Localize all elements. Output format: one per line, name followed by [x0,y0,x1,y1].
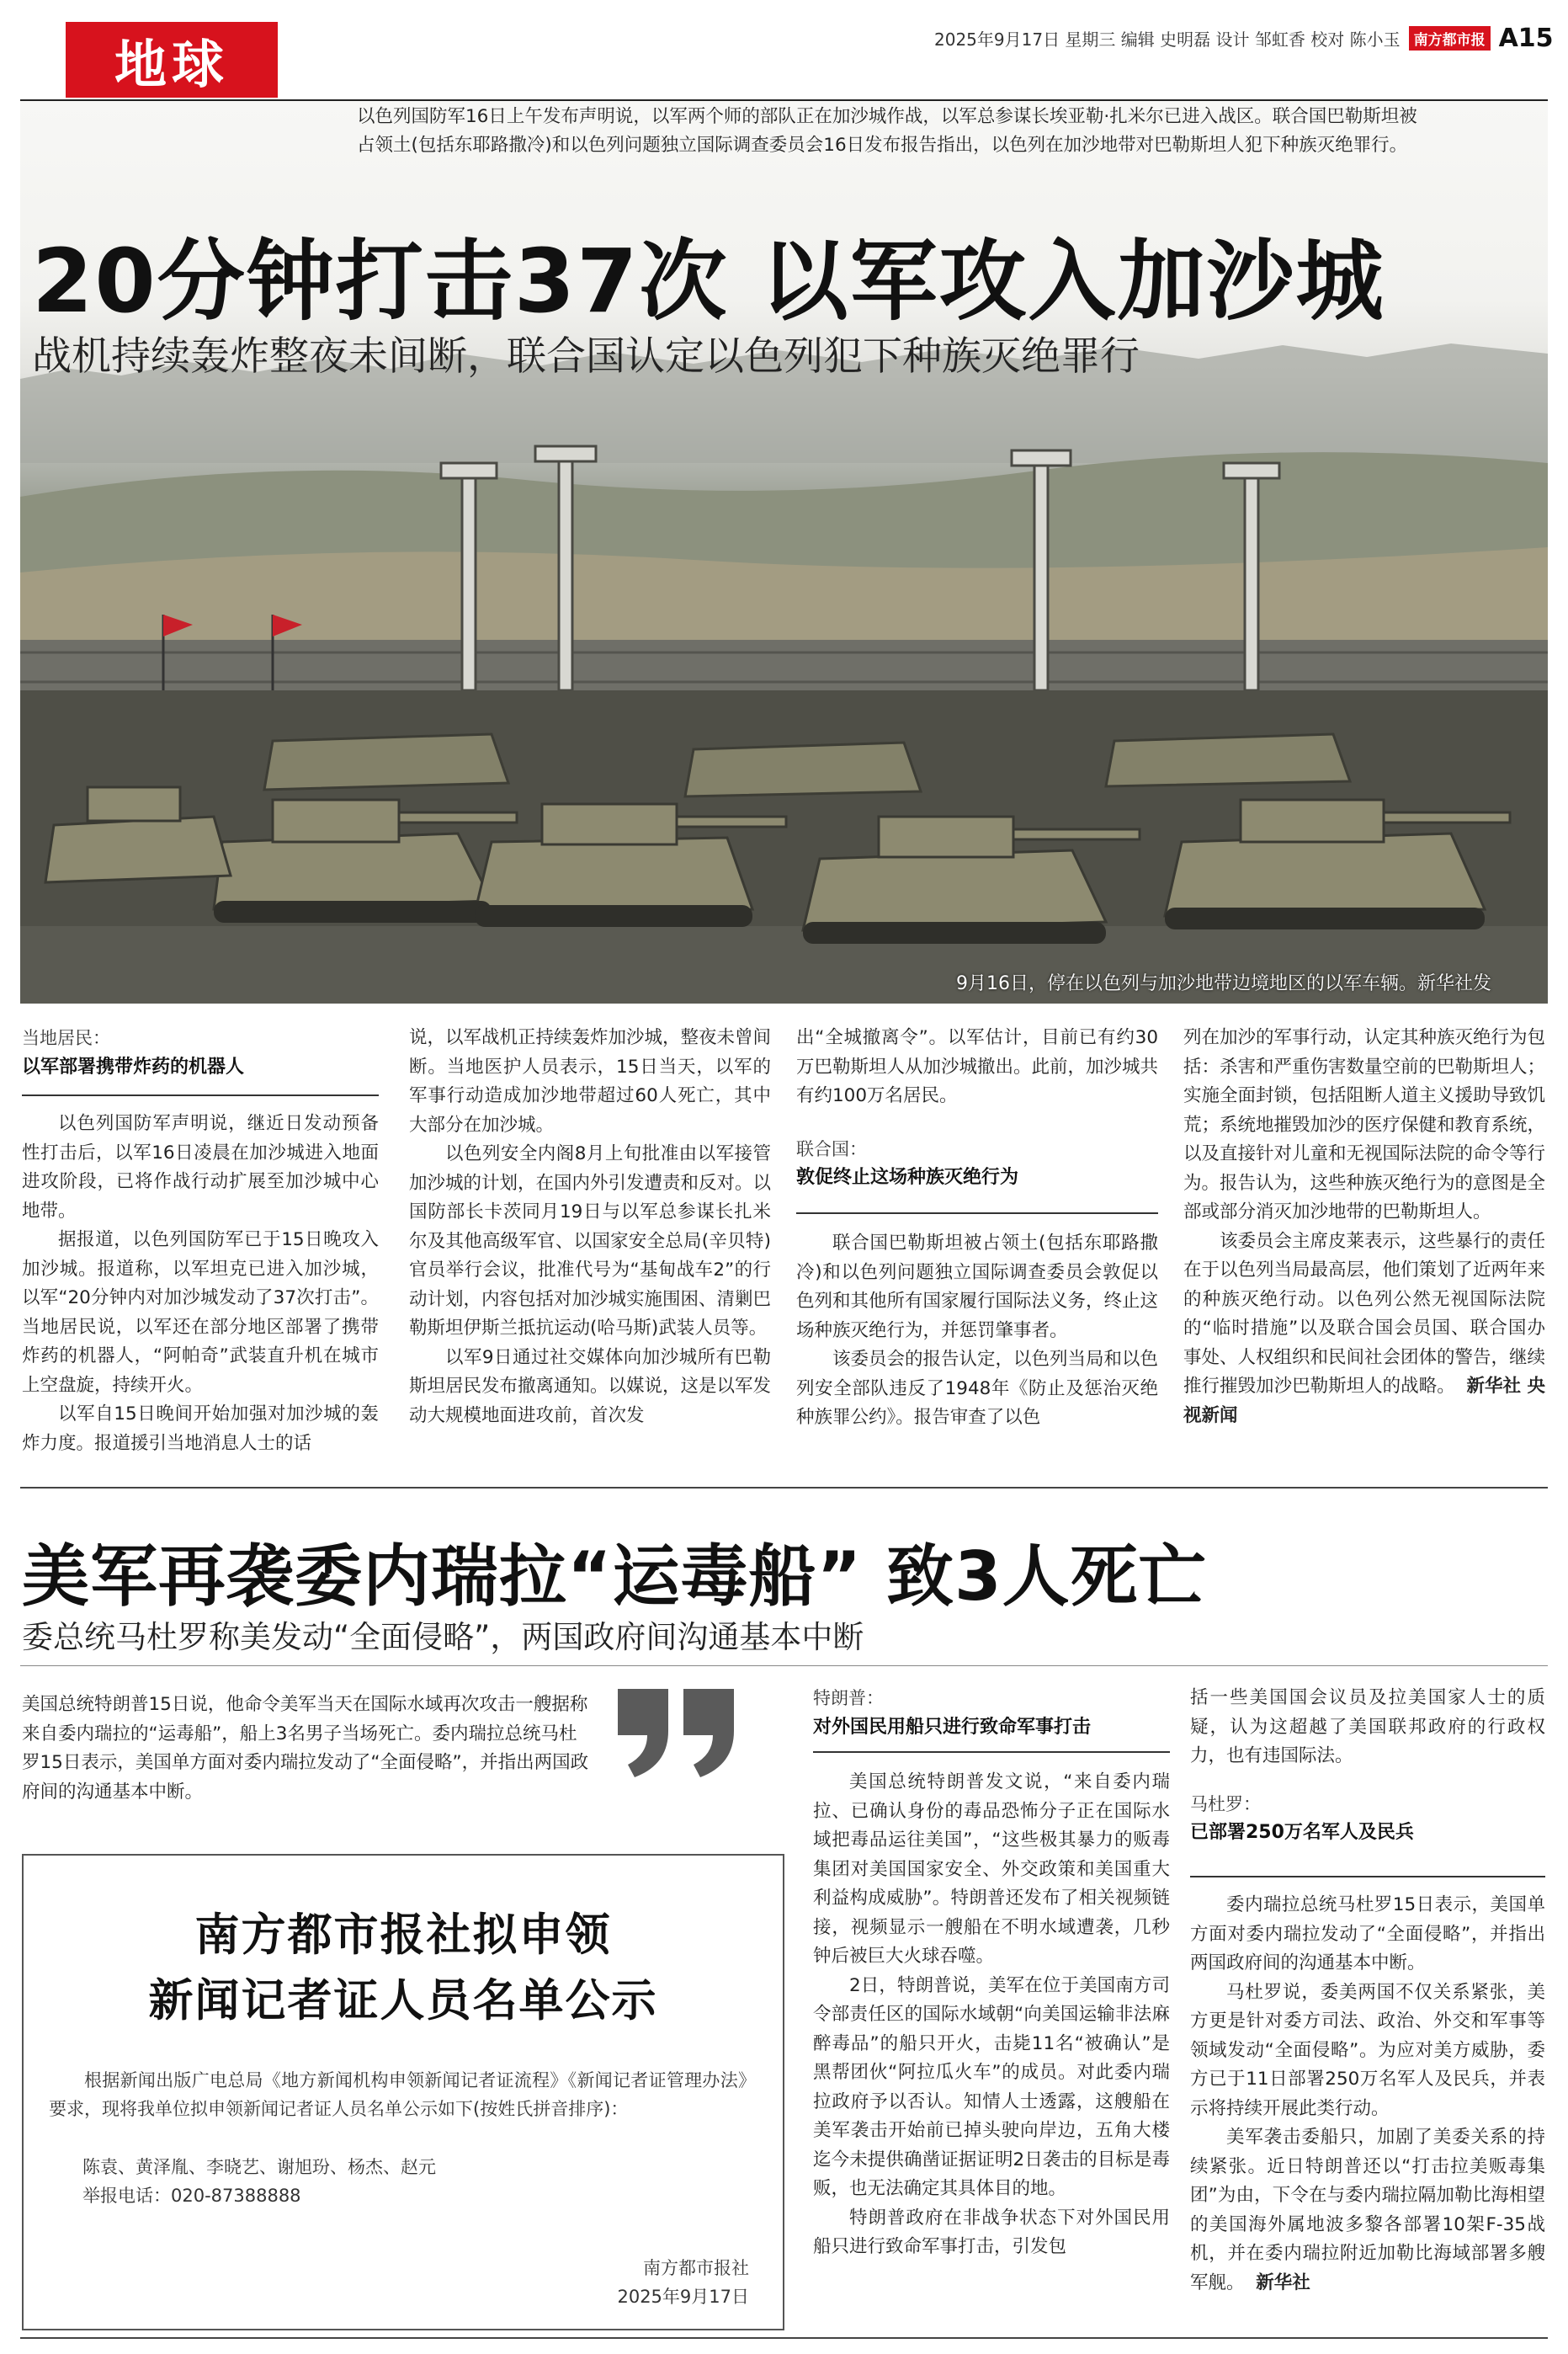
section-separator [20,1487,1548,1489]
story1-subheadline: 战机持续轰炸整夜未间断，联合国认定以色列犯下种族灭绝罪行 [32,333,1140,380]
story1-headline: 20分钟打击37次 以军攻入加沙城 [32,230,1385,333]
story1-intro: 以色列国防军16日上午发布声明说，以军两个师的部队正在加沙城作战，以军总参谋长埃亚勒·扎米尔已进入战区。联合国巴勒斯坦被占领土(包括东耶路撒冷)和以色列问题独立国际调查委员会16日发布报告指出，以色列在加沙地带对巴勒斯坦人犯下种族灭绝罪行。 [357,106,1417,156]
s2-col4-rule [1190,1876,1545,1877]
story1-column-3-body [796,1229,1158,1433]
story1-column-1 [22,1024,379,1082]
story2-subheadline: 委总统马杜罗称美发动“全面侵略”，两国政府间沟通基本中断 [22,1619,864,1655]
story2-rule [20,1665,1548,1666]
header-meta [934,24,1554,53]
story1-column-3 [796,1024,1158,1193]
page-number: A15 [1498,24,1554,53]
story1-column-1-body [22,1110,379,1458]
paragraph: 据报道，以色列国防军已于15日晚攻入加沙城。报道称，以军坦克已进入加沙城，以军“20分钟内对加沙城发动了37次打击”。当地居民说，以军还在部分地区部署了携带炸药的机器人，“阿帕奇”武装直升机在城市上空盘旋，持续开火。 [22,1229,379,1396]
story2-intro: 美国总统特朗普15日说，他命令美军当天在国际水域再次攻击一艘据称来自委内瑞拉的“运毒船”，船上3名男子当场死亡。委内瑞拉总统马杜罗15日表示，美国单方面对委内瑞拉发动了“全面侵略”，并指出两国政府间的沟通基本中断。 [22,1694,589,1803]
masthead-logo: 南方都市报 [1409,26,1491,51]
col3-subhead: 敦促终止这场种族灭绝行为 [796,1167,1019,1188]
paragraph: 列在加沙的军事行动，认定其种族灭绝行为包括：杀害和严重伤害数量空前的巴勒斯坦人；实施全面封锁，包括阻断人道主义援助导致饥荒；系统地摧毁加沙的医疗保健和教育系统，以及直接针对儿童和无视国际法院的命令等行为。报告认为，这些种族灭绝行为的意图是全部或部分消灭加沙地带的巴勒斯坦人。 [1183,1027,1546,1222]
paragraph-text: 美军袭击委船只，加剧了美委关系的持续紧张。近日特朗普还以“打击拉美贩毒集团”为由，下令在与委内瑞拉隔加勒比海相望的美国海外属地波多黎各部署10架F-35战机，并在委内瑞拉附近加勒比海域部署多艘军舰。 [1190,2127,1545,2293]
story2-headline: 美军再袭委内瑞拉“运毒船” 致3人死亡 [22,1537,1207,1616]
paragraph: 联合国巴勒斯坦被占领土(包括东耶路撒冷)和以色列问题独立国际调查委员会敦促以色列和其他所有国家履行国际法义务，终止这场种族灭绝行为，并惩罚肇事者。 [796,1233,1159,1341]
bottom-rule [20,2337,1548,2339]
paragraph [1183,1228,1545,1431]
notice-date: 2025年9月17日 [617,2287,749,2307]
s2-col4-subhead: 已部署250万名军人及民兵 [1190,1822,1414,1843]
s2-col3-subhead: 对外国民用船只进行致命军事打击 [813,1716,1092,1738]
col3-rule [796,1212,1158,1214]
paragraph: 说，以军战机正持续轰炸加沙城，整夜未曾间断。当地医护人员表示，15日当天，以军的军事行动造成加沙地带超过60人死亡，其中大部分在加沙城。 [409,1027,772,1136]
paragraph-text: 该委员会主席皮莱表示，这些暴行的责任在于以色列当局最高层，他们策划了近两年来的种族灭绝行动。以色列公然无视国际法院的“临时措施”以及联合国会员国、联合国办事处、人权组织和民间社会团体的警告，继续推行摧毁加沙巴勒斯坦人的战略。 [1183,1230,1546,1397]
paragraph: 出“全城撤离令”。以军估计，目前已有约30万巴勒斯坦人从加沙城撤出。此前，加沙城共有约100万名居民。 [796,1027,1159,1106]
paragraph: 以色列安全内阁8月上旬批准由以军接管加沙城的计划，在国内外引发遭责和反对。以国防部长卡茨同月19日与以军总参谋长扎米尔及其他高级军官、以国家安全总局(辛贝特)官员举行会议，批准代号为“基甸战车2”的行动计划，内容包括对加沙城实施围困、清剿巴勒斯坦伊斯兰抵抗运动(哈马斯)武装人员等。 [409,1143,772,1339]
s2-col3-rule [813,1751,1170,1753]
notice-names: 陈袁、黄泽胤、李晓艺、谢旭玢、杨杰、赵元 [82,2157,436,2177]
paragraph: 以军自15日晚间开始加强对加沙城的轰炸力度。报道援引当地消息人士的话 [22,1403,379,1454]
paragraph: 委内瑞拉总统马杜罗15日表示，美国单方面对委内瑞拉发动了“全面侵略”，并指出两国政府间的沟通基本中断。 [1190,1894,1545,1973]
paragraph: 马杜罗说，委美两国不仅关系紧张，美方更是针对委方司法、政治、外交和军事等领域发动“全面侵略”。为应对美方威胁，委方已于11日部署250万名军人及民兵，并表示将持续开展此类行动。 [1190,1981,1545,2119]
s2-col4-kicker: 马杜罗： [1190,1793,1261,1814]
col1-rule [22,1094,379,1096]
col1-kicker: 当地居民： [22,1028,110,1048]
notice-paragraph: 根据新闻出版广电总局《地方新闻机构申领新闻记者证流程》《新闻记者证管理办法》要求，现将我单位拟申领新闻记者证人员名单公示如下(按姓氏拼音排序)： [49,2070,756,2119]
story2-column-3 [813,1684,1170,1742]
paragraph: 特朗普政府在非战争状态下对外国民用船只进行致命军事打击，引发包 [813,2207,1170,2257]
notice-body [49,2066,756,2123]
col3-kicker: 联合国： [796,1138,867,1159]
story1-column-2 [409,1024,771,1430]
s2-col3-kicker: 特朗普： [813,1688,884,1708]
paragraph: 2日，特朗普说，美军在位于美国南方司令部责任区的国际水域朝“向美国运输非法麻醉毒品”的船只开火，击毙11名“被确认”是黑帮团伙“阿拉瓜火车”的成员。对此委内瑞拉政府予以否认。知情人士透露，这艘船在美军袭击开始前已掉头驶向岸边，五角大楼迄今未提供确凿证据证明2日袭击的目标是毒贩，也无法确定其具体目的地。 [813,1974,1170,2199]
paragraph: 该委员会的报告认定，以色列当局和以色列安全部队违反了1948年《防止及惩治灭绝种族罪公约》。报告审查了以色 [796,1349,1159,1428]
byline: 新华社 央视新闻 [1183,1376,1545,1426]
quote-mark-icon [609,1680,744,1781]
paragraph: 以军9日通过社交媒体向加沙城所有巴勒斯坦居民发布撤离通知。以媒说，这是以军发动大规模地面进攻前，首次发 [409,1346,772,1426]
byline: 新华社 [1256,2271,1310,2293]
col1-subhead: 以军部署携带炸药的机器人 [22,1056,245,1078]
paragraph: 以色列国防军声明说，继近日发动预备性打击后，以军16日凌晨在加沙城进入地面进攻阶段，已将作战行动扩展至加沙城中心地带。 [22,1113,379,1222]
story2-column-3-body [813,1768,1170,2262]
story1-column-4 [1183,1024,1545,1430]
paragraph: 括一些美国国会议员及拉美国家人士的质疑，认为这超越了美国联邦政府的行政权力，也有违国际法。 [1190,1687,1545,1766]
notice-title-line-2: 新闻记者证人员名单公示 [148,1974,658,2026]
paragraph: 美国总统特朗普发文说，“来自委内瑞拉、已确认身份的毒品恐怖分子正在国际水域把毒品运往美国”，“这些极其暴力的贩毒集团对美国国家安全、外交政策和美国重大利益构成威胁”。特朗普还发布了相关视频链接，视频显示一艘船在不明水域遭袭，几秒钟后被巨大火球吞噬。 [813,1771,1170,1967]
photo-caption: 9月16日，停在以色列与加沙地带边境地区的以军车辆。新华社发 [956,973,1491,994]
notice-box [22,1854,784,2330]
notice-phone: 举报电话：020-87388888 [82,2186,301,2206]
story2-column-4-body [1190,1891,1545,2298]
section-tag: 地球 [66,22,278,98]
story2-column-4 [1190,1684,1545,1848]
issue-info: 2025年9月17日 星期三 编辑 史明磊 设计 邹虹香 校对 陈小玉 [934,29,1401,50]
notice-org: 南方都市报社 [643,2258,749,2278]
notice-title-line-1: 南方都市报社拟申领 [194,1909,612,1961]
paragraph [1190,2123,1545,2298]
